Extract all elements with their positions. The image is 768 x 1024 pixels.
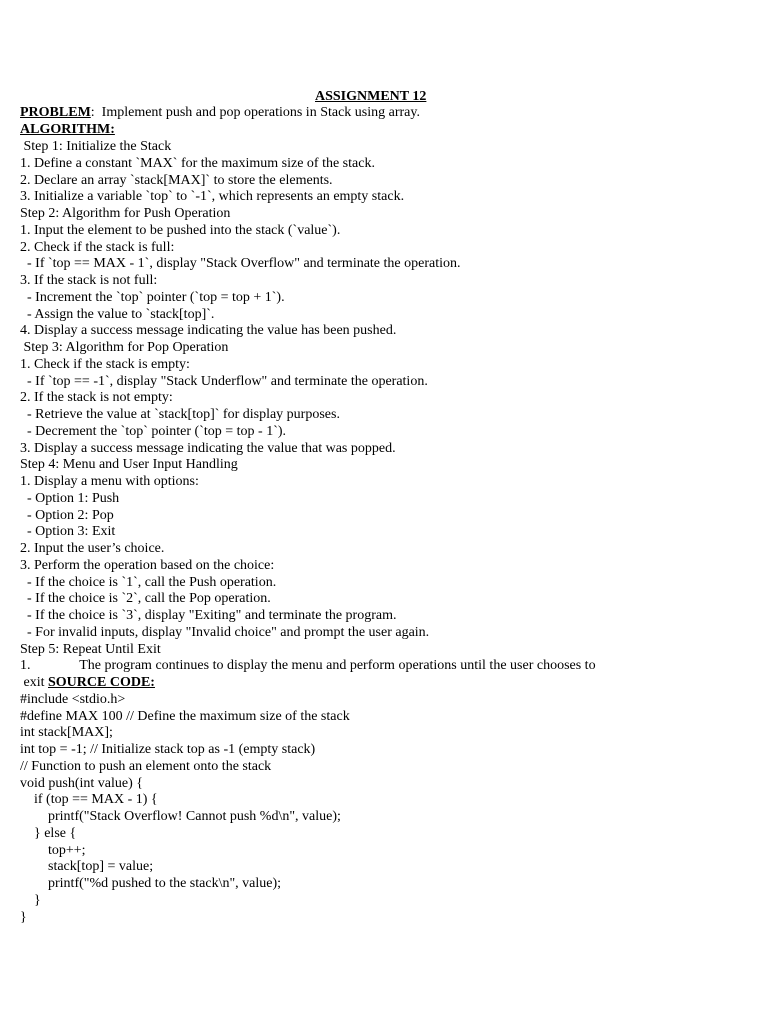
algorithm-line: - If the choice is `1`, call the Push operation. [20, 574, 277, 590]
algorithm-line: Step 5: Repeat Until Exit [20, 641, 161, 657]
algorithm-line: 1. Display a menu with options: [20, 474, 199, 489]
algorithm-line: - Decrement the `top` pointer (`top = top - 1`). [20, 423, 287, 439]
code-line: int top = -1; // Initialize stack top as -1 (empty stack) [20, 742, 316, 757]
algorithm-line: - If the choice is `2`, call the Pop operation. [20, 591, 271, 607]
algorithm-line: - If `top == -1`, display "Stack Underflow" and terminate the operation. [20, 373, 428, 389]
code-line: int stack[MAX]; [20, 725, 113, 741]
algorithm-line: - Increment the `top` pointer (`top = top + 1`). [20, 289, 285, 305]
code-line: void push(int value) { [20, 775, 143, 791]
algorithm-line: 2. If the stack is not empty: [20, 390, 173, 406]
algorithm-line: - Retrieve the value at `stack[top]` for display purposes. [20, 407, 340, 422]
algorithm-line: 3. Initialize a variable `top` to `-1`, which represents an empty stack. [20, 189, 405, 205]
problem-label: PROBLEM [20, 105, 91, 120]
algorithm-line: 2. Check if the stack is full: [20, 239, 175, 255]
algorithm-line: - Option 2: Pop [20, 507, 114, 523]
source-code-heading: SOURCE CODE: [48, 675, 155, 690]
algorithm-line: 1. The program continues to display the menu and perform operations until the user chooses to [20, 658, 596, 674]
algorithm-line: 1. Check if the stack is empty: [20, 356, 190, 372]
algorithm-line: Step 2: Algorithm for Push Operation [20, 206, 231, 221]
algorithm-line: 3. Display a success message indicating the value that was popped. [20, 440, 396, 456]
algorithm-line: - Option 1: Push [20, 490, 120, 506]
assignment-title: ASSIGNMENT 12 [315, 89, 427, 104]
exit-source-line [20, 674, 155, 691]
algorithm-heading: ALGORITHM: [20, 122, 115, 137]
code-line: stack[top] = value; [20, 859, 154, 875]
code-line: printf("Stack Overflow! Cannot push %d\n", value); [20, 809, 341, 824]
algorithm-line: Step 1: Initialize the Stack [20, 139, 172, 154]
algorithm-line: 1. Define a constant `MAX` for the maximum size of the stack. [20, 155, 375, 171]
algorithm-line: 3. If the stack is not full: [20, 273, 158, 288]
code-line: } [20, 892, 41, 908]
algorithm-line: 3. Perform the operation based on the choice: [20, 557, 275, 573]
algorithm-line: - Assign the value to `stack[top]`. [20, 306, 215, 322]
algorithm-line: - For invalid inputs, display "Invalid choice" and prompt the user again. [20, 624, 430, 640]
code-line: #include <stdio.h> [20, 691, 126, 707]
code-line: // Function to push an element onto the stack [20, 758, 272, 774]
algorithm-line: 1. Input the element to be pushed into the stack (`value`). [20, 222, 341, 238]
code-line: printf("%d pushed to the stack\n", value); [20, 876, 282, 891]
algorithm-line: Step 3: Algorithm for Pop Operation [20, 340, 229, 355]
code-line: if (top == MAX - 1) { [20, 792, 158, 808]
code-line: top++; [20, 842, 86, 858]
algorithm-line: 2. Declare an array `stack[MAX]` to store the elements. [20, 172, 333, 188]
code-line: #define MAX 100 // Define the maximum size of the stack [20, 708, 350, 724]
problem-statement [20, 104, 420, 121]
algorithm-line: - If the choice is `3`, display "Exiting" and terminate the program. [20, 608, 397, 623]
algorithm-line: 4. Display a success message indicating the value has been pushed. [20, 323, 397, 339]
problem-text: : Implement push and pop operations in Stack using array. [90, 105, 420, 120]
algorithm-line: - If `top == MAX - 1`, display "Stack Overflow" and terminate the operation. [20, 256, 461, 272]
algorithm-line: - Option 3: Exit [20, 524, 116, 540]
code-line: } [20, 909, 27, 925]
exit-text: exit [20, 675, 48, 690]
algorithm-line: 2. Input the user’s choice. [20, 541, 165, 556]
algorithm-line: Step 4: Menu and User Input Handling [20, 457, 238, 473]
code-line: } else { [20, 825, 77, 841]
